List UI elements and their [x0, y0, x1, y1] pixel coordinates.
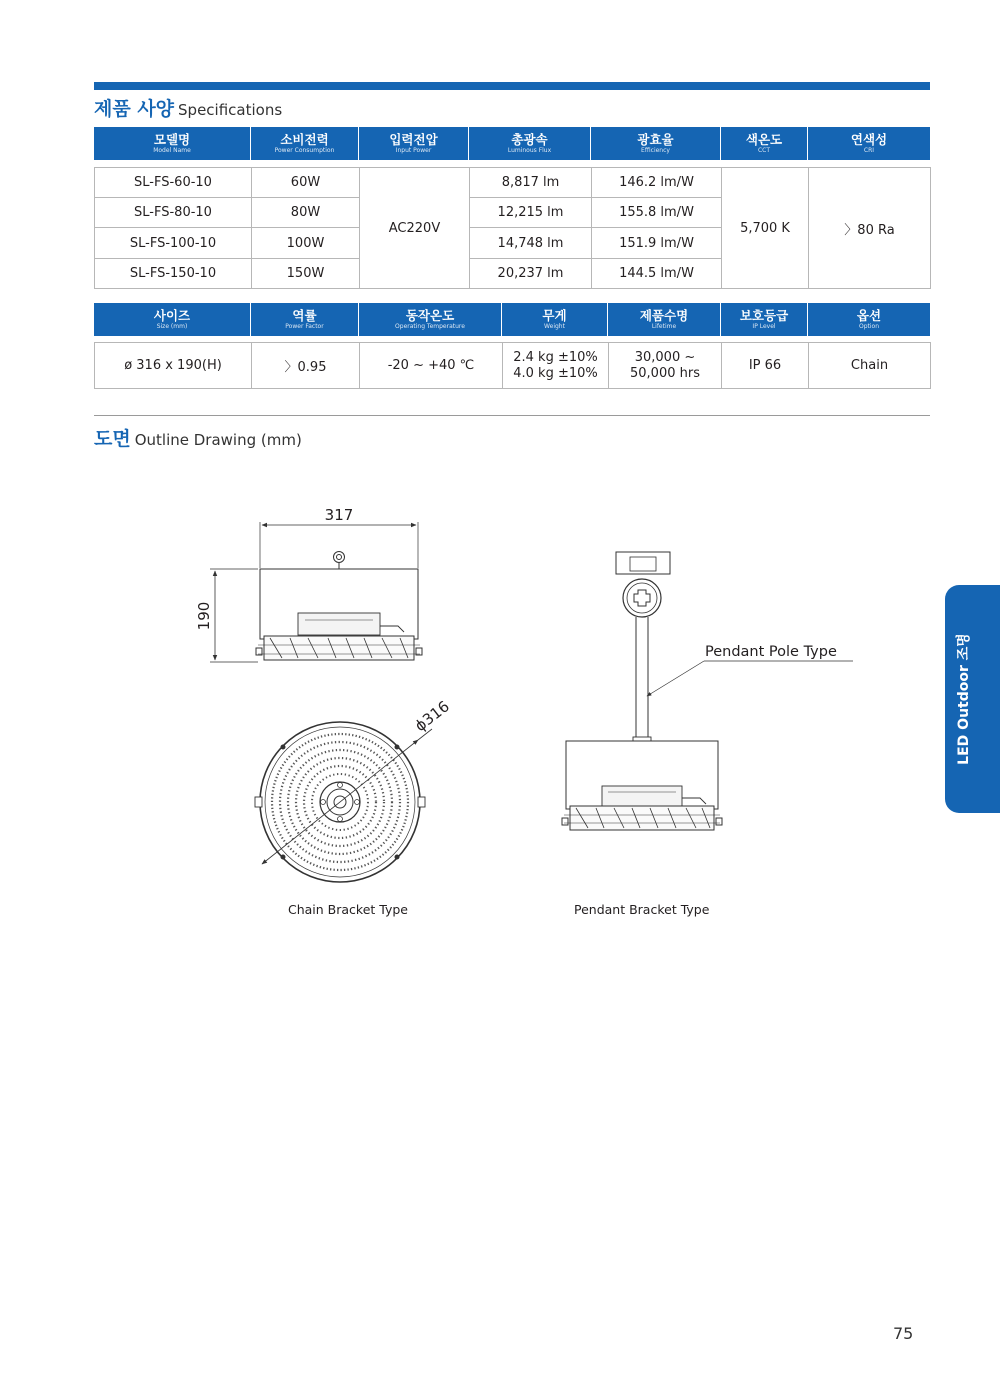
diameter-dimension-label: ϕ316	[411, 697, 453, 736]
efficiency-cell: 155.8 lm/W	[592, 198, 722, 228]
size-cell: ø 316 x 190(H)	[95, 343, 252, 389]
outline-drawing-heading-en: Outline Drawing (mm)	[134, 431, 302, 449]
chain-bracket-caption: Chain Bracket Type	[288, 902, 408, 917]
ip-level-cell: IP 66	[722, 343, 809, 389]
pendant-pole-type-label: Pendant Pole Type	[705, 644, 837, 660]
header-cell-input: 입력전압 Input Power	[359, 127, 469, 160]
category-side-tab	[945, 585, 1000, 813]
model-cell: SL-FS-80-10	[95, 198, 252, 228]
cct-cell: 5,700 K	[722, 168, 809, 289]
width-dimension-label: 317	[324, 506, 354, 524]
header-cell-model: 모델명 Model Name	[94, 127, 251, 160]
option-cell: Chain	[809, 343, 931, 389]
power-factor-cell: 〉0.95	[252, 343, 360, 389]
flux-cell: 12,215 lm	[470, 198, 592, 228]
pendant-bracket-view	[562, 552, 853, 830]
header-cell-power: 소비전력 Power Consumption	[251, 127, 359, 160]
chain-bracket-side-view	[210, 522, 422, 662]
specifications-heading-en: Specifications	[178, 101, 283, 119]
header-cell-flux: 총광속 Luminous Flux	[469, 127, 591, 160]
cri-cell: 〉80 Ra	[809, 168, 931, 289]
efficiency-cell: 146.2 lm/W	[592, 168, 722, 198]
outline-drawing-heading-kr: 도면	[94, 428, 131, 450]
flux-cell: 14,748 lm	[470, 228, 592, 259]
category-side-tab-label: LED Outdoor 조명	[956, 633, 972, 765]
power-cell: 60W	[252, 168, 360, 198]
header-cell-ip-level: 보호등급 IP Level	[721, 303, 808, 336]
flux-cell: 8,817 lm	[470, 168, 592, 198]
header-cell-weight: 무게 Weight	[502, 303, 608, 336]
power-cell: 80W	[252, 198, 360, 228]
chain-bracket-bottom-view	[255, 722, 432, 882]
header-cell-efficiency: 광효율 Efficiency	[591, 127, 721, 160]
flux-cell: 20,237 lm	[470, 259, 592, 289]
power-cell: 100W	[252, 228, 360, 259]
height-dimension-label: 190	[195, 601, 213, 631]
efficiency-cell: 151.9 lm/W	[592, 228, 722, 259]
page-number: 75	[893, 1324, 914, 1343]
lifetime-line-2: 50,000 hrs	[630, 365, 700, 381]
header-cell-lifetime: 제품수명 Lifetime	[608, 303, 721, 336]
model-cell: SL-FS-100-10	[95, 228, 252, 259]
input-cell: AC220V	[360, 168, 470, 289]
pendant-bracket-caption: Pendant Bracket Type	[574, 902, 710, 917]
header-cell-cri: 연색성 CRI	[850, 132, 888, 154]
header-cell-size: 사이즈 Size (mm)	[94, 303, 251, 336]
specifications-heading-kr: 제품 사양	[94, 98, 175, 120]
temperature-cell: -20 ~ +40 ℃	[360, 343, 503, 389]
lifetime-line-1: 30,000 ~	[634, 349, 696, 365]
efficiency-cell: 144.5 lm/W	[592, 259, 722, 289]
power-cell: 150W	[252, 259, 360, 289]
model-cell: SL-FS-150-10	[95, 259, 252, 289]
header-cell-cct: 색온도 CCT	[721, 127, 808, 160]
header-cell-option: 옵션 Option	[856, 308, 882, 330]
weight-line-2: 4.0 kg ±10%	[513, 365, 598, 381]
model-cell: SL-FS-60-10	[95, 168, 252, 198]
weight-line-1: 2.4 kg ±10%	[513, 349, 598, 365]
header-cell-power-factor: 역률 Power Factor	[251, 303, 359, 336]
header-cell-temperature: 동작온도 Operating Temperature	[359, 303, 502, 336]
